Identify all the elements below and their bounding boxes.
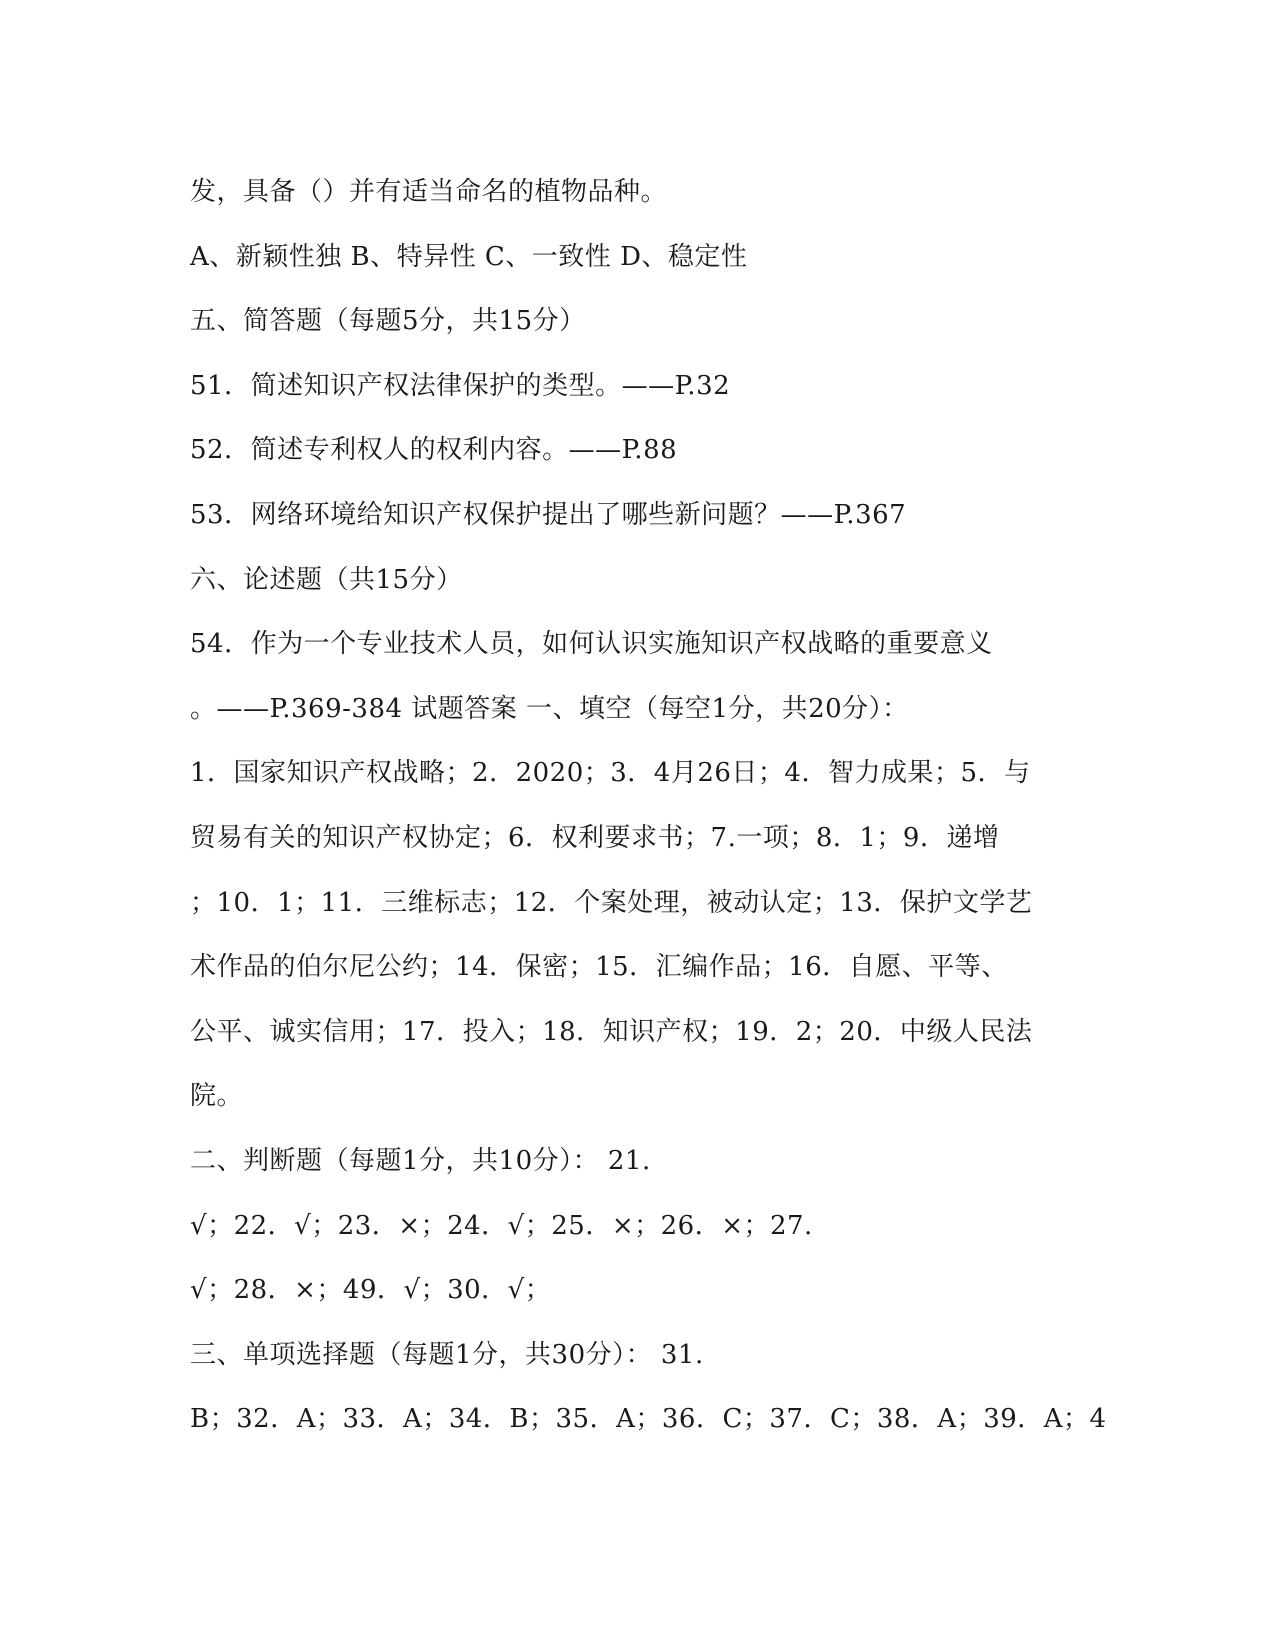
answer-line: 贸易有关的知识产权协定；6．权利要求书；7.一项；8．1；9．递增 — [190, 822, 1000, 853]
section-heading: 三、单项选择题（每题1分，共30分）： 31. — [190, 1339, 704, 1370]
question-line: 53．网络环境给知识产权保护提出了哪些新问题？——P.367 — [190, 499, 907, 530]
answer-line: 1．国家知识产权战略；2．2020；3．4月26日；4．智力成果；5．与 — [190, 758, 1031, 789]
answer-line: √；22．√；23．×；24．√；25．×；26．×；27. — [190, 1210, 813, 1241]
answer-line: B；32．A；33．A；34．B；35．A；36．C；37．C；38．A；39．A；4 — [190, 1404, 1107, 1435]
section-heading: 六、论述题（共15分） — [190, 564, 463, 595]
section-heading: 二、判断题（每题1分，共10分）： 21. — [190, 1145, 651, 1176]
question-line: 51．简述知识产权法律保护的类型。——P.32 — [190, 370, 731, 401]
text-line: 。——P.369-384 试题答案 一、填空（每空1分，共20分）： — [190, 693, 909, 724]
question-line: 52．简述专利权人的权利内容。——P.88 — [190, 435, 678, 466]
answer-line: 院。 — [190, 1081, 244, 1112]
document-body — [190, 160, 1107, 1452]
section-heading: 五、简答题（每题5分，共15分） — [190, 306, 586, 337]
answer-line: √；28．×；49．√；30．√； — [190, 1275, 552, 1306]
answer-line: 公平、诚实信用；17．投入；18．知识产权；19．2；20．中级人民法 — [190, 1016, 1033, 1047]
text-line: A、新颖性独 B、特异性 C、一致性 D、稳定性 — [190, 241, 748, 272]
answer-line: 术作品的伯尔尼公约；14．保密；15．汇编作品；16．自愿、平等、 — [190, 952, 1008, 983]
question-line: 54．作为一个专业技术人员，如何认识实施知识产权战略的重要意义 — [190, 629, 993, 660]
answer-line: ；10．1；11．三维标志；12．个案处理，被动认定；13．保护文学艺 — [190, 887, 1033, 918]
text-line: 发，具备（）并有适当命名的植物品种。 — [190, 177, 668, 207]
